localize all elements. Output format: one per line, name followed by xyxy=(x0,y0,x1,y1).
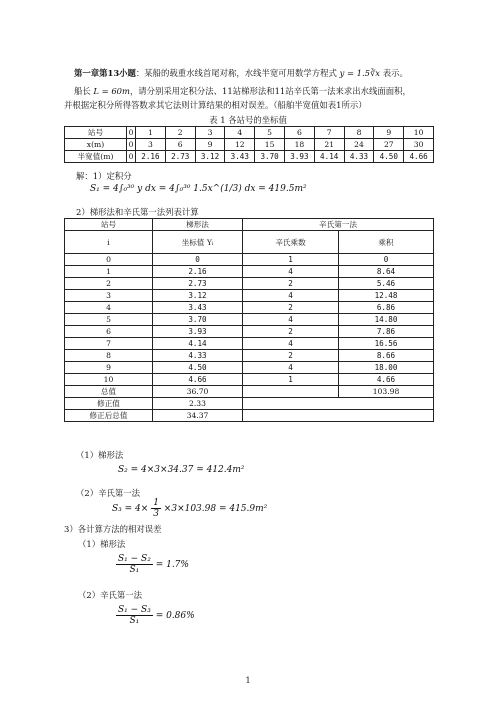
table-cell: 5 xyxy=(255,127,285,139)
error2-label: （2）辛氏第一法 xyxy=(78,590,142,600)
table-cell xyxy=(243,386,339,398)
row-label: 半宽值(m) xyxy=(65,151,127,163)
table-cell: 0 xyxy=(127,139,136,151)
table-cell: 6 xyxy=(285,127,315,139)
table-row xyxy=(65,338,434,350)
table-cell: 4 xyxy=(225,127,255,139)
table-cell: 1 xyxy=(136,127,166,139)
simpson-label: （2）辛氏第一法 xyxy=(76,488,140,498)
table-row xyxy=(65,362,434,374)
table-cell: 6 xyxy=(165,139,195,151)
table-cell: 15 xyxy=(255,139,285,151)
error2-numerator: S₁ − S₃ xyxy=(118,605,151,615)
correction-row xyxy=(65,398,434,410)
table-cell: 2.33 xyxy=(153,398,243,410)
table-cell: 30 xyxy=(404,139,434,151)
error2-fraction xyxy=(116,605,153,626)
simpson-formula xyxy=(112,498,267,519)
table-cell: 4.66 xyxy=(153,374,243,386)
intro-text-1: ：某船的载重水线首尾对称，水线半宽可用数学方程式 xyxy=(135,68,337,78)
table-cell: 7 xyxy=(65,338,153,350)
header-trapezoid: 梯形法 xyxy=(153,219,243,231)
table-cell: 3.93 xyxy=(153,326,243,338)
table-cell: 4 xyxy=(243,362,339,374)
header-simpson: 辛氏第一法 xyxy=(243,219,434,231)
table-cell: 8 xyxy=(344,127,374,139)
table-cell: 4.66 xyxy=(404,151,434,163)
table-cell: 10 xyxy=(65,374,153,386)
halfwidth-row xyxy=(65,151,434,163)
row-label: x(m) xyxy=(65,139,127,151)
table-cell: 2.16 xyxy=(136,151,166,163)
table-cell: 10 xyxy=(404,127,434,139)
table-cell: 0 xyxy=(127,127,136,139)
table-cell: 2 xyxy=(165,127,195,139)
table-cell: 0 xyxy=(127,151,136,163)
table-cell: 2 xyxy=(243,350,339,362)
solution-label: 解：1）定积分 xyxy=(76,171,132,181)
table-cell: 3 xyxy=(65,290,153,302)
trapezoid-formula: S₂ = 4×3×34.37 = 412.4m² xyxy=(118,465,245,475)
x-row xyxy=(65,139,434,151)
section3-title: 3）各计算方法的相对误差 xyxy=(64,524,162,534)
table-cell xyxy=(243,398,434,410)
table-cell: 4.14 xyxy=(314,151,344,163)
table-cell: 4.50 xyxy=(153,362,243,374)
simpson-formula-pre: S₃ = 4× xyxy=(112,504,149,514)
table-cell: 4 xyxy=(243,314,339,326)
table-cell: 0 xyxy=(153,254,243,266)
table-cell: 4 xyxy=(243,266,339,278)
subheader-coordinate: 坐标值 Yᵢ xyxy=(153,231,243,254)
table-cell: 修正值 xyxy=(65,398,153,410)
table-cell: 14.80 xyxy=(339,314,434,326)
table-cell: 8 xyxy=(65,350,153,362)
table-cell: 9 xyxy=(65,362,153,374)
table-cell: 总值 xyxy=(65,386,153,398)
error1-denominator: S₁ xyxy=(129,565,140,575)
table-cell: 2 xyxy=(243,326,339,338)
table-cell: 2.16 xyxy=(153,266,243,278)
subheader-product: 乘积 xyxy=(339,231,434,254)
table-cell: 3.43 xyxy=(153,302,243,314)
table-cell: 34.37 xyxy=(153,410,243,422)
table-cell: 3.43 xyxy=(225,151,255,163)
table-cell: 16.56 xyxy=(339,338,434,350)
table-cell: 24 xyxy=(344,139,374,151)
table-cell: 18 xyxy=(285,139,315,151)
table-row xyxy=(65,302,434,314)
table-cell: 4.66 xyxy=(339,374,434,386)
table-cell: 3.12 xyxy=(195,151,225,163)
table-cell: 18.00 xyxy=(339,362,434,374)
intro-text-1-end: 表示。 xyxy=(382,68,408,78)
simpson-formula-post: ×3×103.98 = 415.9m² xyxy=(163,504,268,514)
table-cell: 3.70 xyxy=(153,314,243,326)
table-cell: 4.14 xyxy=(153,338,243,350)
table-cell: 4 xyxy=(243,338,339,350)
table-row xyxy=(65,350,434,362)
table-cell: 103.98 xyxy=(339,386,434,398)
section2-title: 2）梯形法和辛氏第一法列表计算 xyxy=(76,207,199,217)
table-cell: 6 xyxy=(65,326,153,338)
subheader-multiplier: 辛氏乘数 xyxy=(243,231,339,254)
trapezoid-label: （1）梯形法 xyxy=(76,450,124,460)
table-cell: 1 xyxy=(65,266,153,278)
simpson-fraction-numerator: 1 xyxy=(153,498,159,508)
table-cell: 0 xyxy=(65,254,153,266)
table-cell: 27 xyxy=(374,139,404,151)
table-cell xyxy=(243,410,434,422)
trapezoid-simpson-table xyxy=(64,218,434,422)
table-cell: 2 xyxy=(65,278,153,290)
table-cell: 2.73 xyxy=(153,278,243,290)
subheader-i: i xyxy=(65,231,153,254)
table2-subheader-row xyxy=(65,231,434,254)
table-row xyxy=(65,278,434,290)
table-cell: 8.66 xyxy=(339,350,434,362)
table-cell: 5 xyxy=(65,314,153,326)
table-cell: 3 xyxy=(195,127,225,139)
total-row xyxy=(65,386,434,398)
table-cell: 2 xyxy=(243,302,339,314)
station-coordinate-table xyxy=(64,126,434,163)
table-cell: 7 xyxy=(314,127,344,139)
error2-denominator: S₁ xyxy=(129,616,140,626)
table-cell: 4.50 xyxy=(374,151,404,163)
error1-numerator: S₁ − S₂ xyxy=(118,554,151,564)
problem-heading: 第一章第13小题 xyxy=(74,68,136,78)
error2-result: = 0.86% xyxy=(155,611,195,621)
table-cell: 3 xyxy=(136,139,166,151)
error1-label: （1）梯形法 xyxy=(78,539,126,549)
table-row xyxy=(65,326,434,338)
row-label: 站号 xyxy=(65,127,127,139)
intro-formula: y = 1.5∛x xyxy=(339,68,381,78)
intro-text-2-post: ，请分别采用定积分法、11站梯形法和11站辛氏第一法来求出水线面面积， xyxy=(129,86,411,96)
table2-header-row xyxy=(65,219,434,231)
error1-result: = 1.7% xyxy=(155,560,189,570)
simpson-fraction xyxy=(151,498,161,519)
intro-line-1 xyxy=(74,67,474,79)
intro-line-3: 并根据定积分所得答数求其它法则计算结果的相对误差。（船舶半宽值如表1所示） xyxy=(64,100,367,110)
table-cell: 6.86 xyxy=(339,302,434,314)
table-row xyxy=(65,266,434,278)
integral-formula: S₁ = 4∫₀³⁰ y dx = 4∫₀³⁰ 1.5x^(1/3) dx = 419.5m² xyxy=(90,184,307,194)
table-cell: 0 xyxy=(339,254,434,266)
table-cell: 9 xyxy=(195,139,225,151)
table-cell: 7.86 xyxy=(339,326,434,338)
table-cell: 12 xyxy=(225,139,255,151)
error1-fraction xyxy=(116,554,153,575)
table-row xyxy=(65,254,434,266)
corrected-total-row xyxy=(65,410,434,422)
simpson-fraction-denominator: 3 xyxy=(153,509,159,519)
table-cell: 修正后总值 xyxy=(65,410,153,422)
header-station: 站号 xyxy=(65,219,153,231)
table-cell: 4.33 xyxy=(344,151,374,163)
table-cell: 5.46 xyxy=(339,278,434,290)
table-cell: 4.33 xyxy=(153,350,243,362)
table-cell: 4 xyxy=(65,302,153,314)
table1-caption: 表 1 各站号的坐标值 xyxy=(209,115,287,125)
table-cell: 3.12 xyxy=(153,290,243,302)
table-cell: 2.73 xyxy=(165,151,195,163)
station-row xyxy=(65,127,434,139)
table-cell: 8.64 xyxy=(339,266,434,278)
table-cell: 9 xyxy=(374,127,404,139)
error1-formula xyxy=(116,554,189,575)
table-cell: 3.70 xyxy=(255,151,285,163)
table-cell: 3.93 xyxy=(285,151,315,163)
table-cell: 2 xyxy=(243,278,339,290)
intro-text-2-pre: 船长 xyxy=(74,86,91,96)
error2-formula xyxy=(116,605,195,626)
table-row xyxy=(65,290,434,302)
table-cell: 36.70 xyxy=(153,386,243,398)
page-number: 1 xyxy=(245,676,251,685)
table-row xyxy=(65,314,434,326)
intro-length: L = 60m xyxy=(93,86,130,96)
table-cell: 12.48 xyxy=(339,290,434,302)
table-cell: 1 xyxy=(243,374,339,386)
table-row xyxy=(65,374,434,386)
intro-line-2 xyxy=(74,85,484,97)
table-cell: 4 xyxy=(243,290,339,302)
table-cell: 1 xyxy=(243,254,339,266)
table-cell: 21 xyxy=(314,139,344,151)
